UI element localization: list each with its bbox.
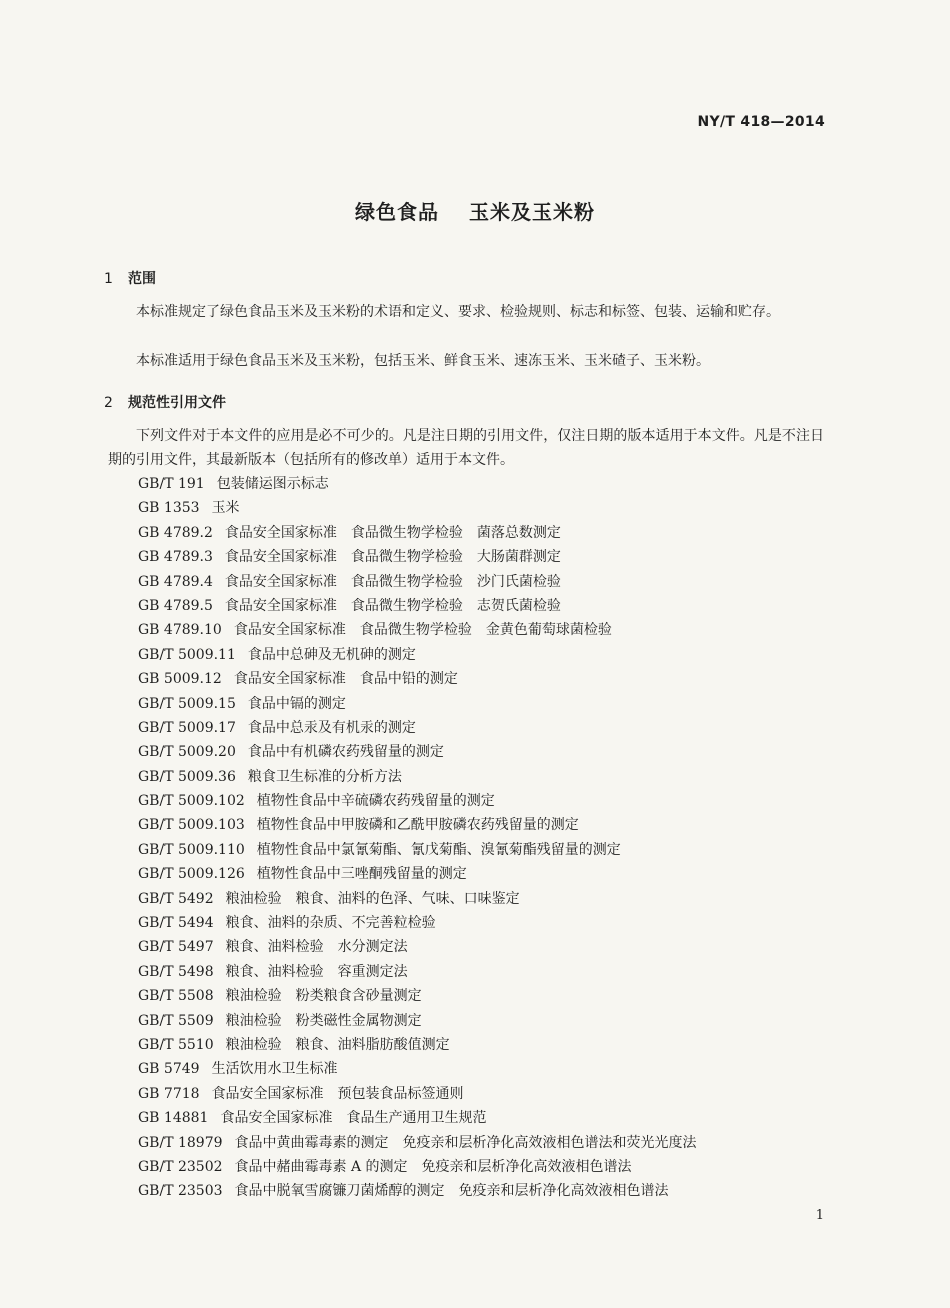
- reference-code: GB/T 5009.103: [138, 817, 245, 834]
- section-1-number: 1: [104, 271, 113, 287]
- section-1-paragraph-1: 本标准规定了绿色食品玉米及玉米粉的术语和定义、要求、检验规则、标志和标签、包装、运输和贮存。: [136, 304, 780, 320]
- section-1-title: 范围: [128, 271, 156, 287]
- reference-code: GB/T 5009.36: [138, 768, 236, 785]
- reference-code: GB/T 5009.11: [138, 646, 236, 663]
- section-1-paragraph-2: 本标准适用于绿色食品玉米及玉米粉，包括玉米、鲜食玉米、速冻玉米、玉米碴子、玉米粉。: [136, 353, 710, 369]
- reference-title: 食品安全国家标准 食品微生物学检验 菌落总数测定: [224, 524, 561, 541]
- reference-item: [138, 765, 838, 789]
- reference-item: [138, 667, 838, 691]
- reference-item: [138, 472, 838, 496]
- reference-title: 粮食卫生标准的分析方法: [247, 768, 402, 785]
- section-2-title: 规范性引用文件: [128, 395, 226, 411]
- reference-item: [138, 1033, 838, 1057]
- reference-title: 食品中镉的测定: [247, 695, 346, 712]
- reference-title: 食品中黄曲霉毒素的测定 免疫亲和层析净化高效液相色谱法和荧光光度法: [234, 1134, 697, 1151]
- reference-title: 食品安全国家标准 预包装食品标签通则: [211, 1085, 464, 1102]
- reference-title: 植物性食品中氯氰菊酯、氰戊菊酯、溴氰菊酯残留量的测定: [256, 841, 621, 858]
- reference-title: 食品中脱氧雪腐镰刀菌烯醇的测定 免疫亲和层析净化高效液相色谱法: [234, 1183, 669, 1200]
- reference-code: GB/T 5009.102: [138, 793, 245, 810]
- reference-code: GB/T 5009.15: [138, 695, 236, 712]
- reference-item: [138, 1131, 838, 1155]
- standard-code: NY/T 418—2014: [697, 114, 825, 130]
- reference-item: [138, 1155, 838, 1179]
- reference-code: GB 5749: [138, 1061, 200, 1078]
- reference-code: GB/T 5498: [138, 963, 214, 980]
- section-2-number: 2: [104, 395, 113, 411]
- reference-title: 粮食、油料的杂质、不完善粒检验: [225, 915, 436, 932]
- title-part-1: 绿色食品: [355, 200, 439, 224]
- reference-item: [138, 570, 838, 594]
- reference-title: 食品安全国家标准 食品中铅的测定: [233, 671, 458, 688]
- reference-code: GB 1353: [138, 500, 200, 517]
- reference-item: [138, 813, 838, 837]
- reference-code: GB 14881: [138, 1110, 209, 1127]
- reference-code: GB/T 5492: [138, 890, 214, 907]
- reference-code: GB 4789.2: [138, 524, 213, 541]
- reference-code: GB 4789.4: [138, 573, 213, 590]
- reference-title: 植物性食品中甲胺磷和乙酰甲胺磷农药残留量的测定: [256, 817, 579, 834]
- reference-item: [138, 862, 838, 886]
- reference-title: 粮食、油料检验 容重测定法: [225, 963, 408, 980]
- reference-item: [138, 692, 838, 716]
- reference-code: GB 4789.10: [138, 622, 222, 639]
- reference-item: [138, 740, 838, 764]
- reference-title: 玉米: [211, 500, 240, 517]
- reference-item: [138, 887, 838, 911]
- reference-code: GB/T 5494: [138, 915, 214, 932]
- reference-code: GB/T 191: [138, 476, 205, 492]
- title-part-2: 玉米及玉米粉: [469, 200, 595, 224]
- section-1-heading: [104, 268, 824, 288]
- section-2-paragraph-1: 下列文件对于本文件的应用是必不可少的。凡是注日期的引用文件，仅注日期的版本适用于本文件。凡是不注日期的引用文件，其最新版本（包括所有的修改单）适用于本文件。: [108, 428, 824, 468]
- section-2-heading: [104, 392, 824, 412]
- reference-item: [138, 1009, 838, 1033]
- page-number: 1: [815, 1208, 824, 1223]
- reference-code: GB/T 23502: [138, 1158, 223, 1175]
- reference-code: GB 4789.5: [138, 597, 213, 614]
- document-title: [0, 196, 950, 225]
- reference-item: [138, 960, 838, 984]
- reference-title: 生活饮用水卫生标准: [211, 1061, 338, 1078]
- reference-title: 包装储运图示标志: [216, 476, 329, 492]
- reference-item: [138, 1057, 838, 1081]
- reference-title: 食品安全国家标准 食品微生物学检验 大肠菌群测定: [224, 549, 561, 566]
- reference-title: 植物性食品中辛硫磷农药残留量的测定: [256, 793, 495, 810]
- reference-title: 食品中总砷及无机砷的测定: [247, 646, 416, 663]
- reference-title: 植物性食品中三唑酮残留量的测定: [256, 866, 467, 883]
- reference-item: [138, 935, 838, 959]
- reference-title: 食品安全国家标准 食品微生物学检验 沙门氏菌检验: [224, 573, 561, 590]
- reference-item: [138, 984, 838, 1008]
- reference-item: [138, 643, 838, 667]
- reference-code: GB/T 18979: [138, 1134, 223, 1151]
- reference-code: GB/T 5009.20: [138, 744, 236, 761]
- reference-title: 食品安全国家标准 食品生产通用卫生规范: [220, 1110, 487, 1127]
- reference-code: GB/T 5009.110: [138, 841, 245, 858]
- reference-item: [138, 618, 838, 642]
- reference-item: [138, 1179, 838, 1203]
- reference-code: GB/T 5009.17: [138, 719, 236, 736]
- reference-title: 食品中总汞及有机汞的测定: [247, 719, 416, 736]
- reference-title: 粮食、油料检验 水分测定法: [225, 939, 408, 956]
- reference-item: [138, 521, 838, 545]
- reference-item: [138, 1082, 838, 1106]
- reference-title: 食品安全国家标准 食品微生物学检验 金黄色葡萄球菌检验: [233, 622, 612, 639]
- reference-code: GB 4789.3: [138, 549, 213, 566]
- reference-title: 粮油检验 粉类粮食含砂量测定: [225, 988, 422, 1005]
- reference-code: GB/T 23503: [138, 1183, 223, 1200]
- reference-title: 食品安全国家标准 食品微生物学检验 志贺氏菌检验: [224, 597, 561, 614]
- reference-item: [138, 545, 838, 569]
- reference-title: 粮油检验 粉类磁性金属物测定: [225, 1012, 422, 1029]
- reference-item: [138, 789, 838, 813]
- reference-title: 粮油检验 粮食、油料的色泽、气味、口味鉴定: [225, 890, 520, 907]
- reference-item: [138, 716, 838, 740]
- reference-code: GB/T 5497: [138, 939, 214, 956]
- reference-item: [138, 1106, 838, 1130]
- reference-list: [138, 472, 838, 1204]
- reference-code: GB/T 5509: [138, 1012, 214, 1029]
- reference-item: [138, 838, 838, 862]
- reference-item: [138, 496, 838, 520]
- reference-code: GB/T 5009.126: [138, 866, 245, 883]
- reference-code: GB/T 5508: [138, 988, 214, 1005]
- reference-title: 食品中有机磷农药残留量的测定: [247, 744, 444, 761]
- reference-title: 食品中赭曲霉毒素 A 的测定 免疫亲和层析净化高效液相色谱法: [234, 1158, 632, 1175]
- reference-code: GB 5009.12: [138, 671, 222, 688]
- reference-item: [138, 594, 838, 618]
- reference-code: GB/T 5510: [138, 1036, 214, 1053]
- reference-title: 粮油检验 粮食、油料脂肪酸值测定: [225, 1036, 450, 1053]
- reference-item: [138, 911, 838, 935]
- reference-code: GB 7718: [138, 1085, 200, 1102]
